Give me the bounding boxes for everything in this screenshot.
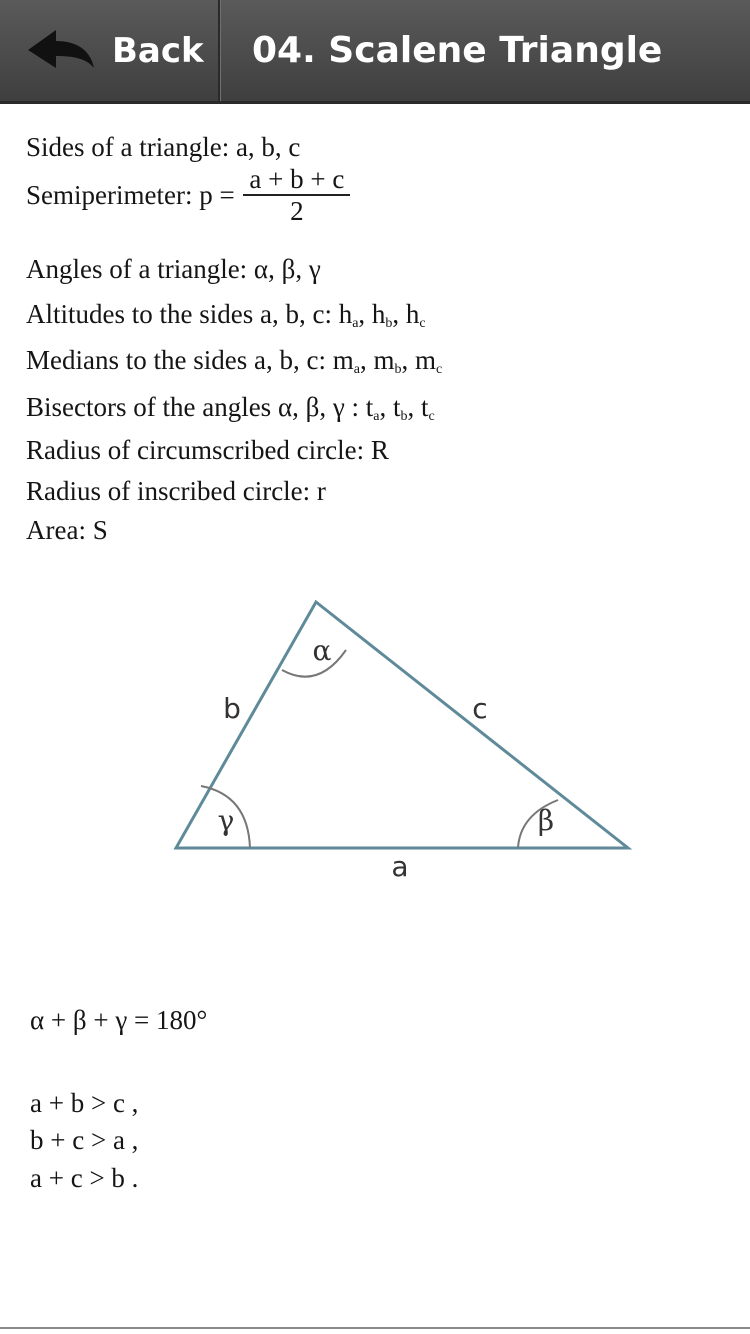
semiperimeter-label: Semiperimeter: p = [26,180,235,211]
side-c-label: c [472,692,488,725]
gamma-label: γ [217,804,235,837]
medians-label: Medians to the sides a, b, c: [26,345,326,375]
beta-label: β [537,804,555,837]
alpha-label: α [312,634,332,667]
side-a-label: a [391,850,409,883]
page-title: 04. Scalene Triangle [252,30,663,71]
bisectors-label: Bisectors of the angles α, β, γ : [26,392,360,422]
altitudes-label: Altitudes to the sides a, b, c: [26,299,332,329]
medians-definition: Medians to the sides a, b, c: $m_a$, $m_b$, $m_c$ [26,345,443,377]
inequality-2: b + c > a , [30,1125,139,1155]
altitudes-definition: Altitudes to the sides a, b, c: $h_a$, $h_b$, $h_c$ [26,299,426,331]
angle-sum-formula: α + β + γ = 180° [30,1005,208,1035]
side-b-label: b [223,692,241,725]
triangle-shape [176,602,628,848]
back-arrow-icon [26,28,96,74]
semiperimeter-definition [26,164,350,226]
fraction-denominator: 2 [290,196,304,226]
inradius-definition: Radius of inscribed circle: r [26,476,326,506]
app-header [0,0,750,104]
header-divider [218,0,221,101]
bisectors-definition: Bisectors of the angles α, β, γ : $t_a$, $t_b$, $t_c$ [26,392,435,424]
inequality-3: a + c > b . [30,1163,139,1193]
triangle-diagram [160,590,640,890]
circumradius-definition: Radius of circumscribed circle: R [26,435,389,465]
fraction-numerator: a + b + c [243,164,350,196]
semiperimeter-fraction [243,164,350,226]
sides-definition: Sides of a triangle: a, b, c [26,132,301,162]
area-definition: Area: S [26,515,108,545]
inequality-1: a + b > c , [30,1088,139,1118]
bottom-divider [0,1327,750,1329]
back-button[interactable] [0,0,218,101]
back-label: Back [112,31,204,71]
angles-definition: Angles of a triangle: α, β, γ [26,254,321,284]
